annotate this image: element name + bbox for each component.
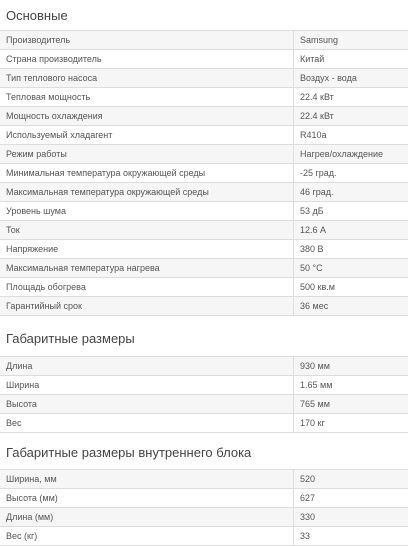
section-title: Габаритные размеры [6, 331, 135, 346]
spec-key: Высота [0, 395, 294, 413]
spec-value: Воздух - вода [300, 73, 357, 83]
spec-value: 22.4 кВт [300, 111, 334, 121]
spec-value: Нагрев/охлаждение [300, 149, 384, 159]
table-row [0, 357, 408, 376]
spec-key: Страна производитель [0, 50, 294, 68]
table-row [0, 395, 408, 414]
spec-key: Напряжение [0, 240, 294, 258]
spec-value: 330 [300, 512, 316, 522]
table-row [0, 414, 408, 433]
spec-value: 36 мес [300, 301, 329, 311]
spec-key: Ширина, мм [0, 470, 294, 488]
spec-key: Ширина [0, 376, 294, 394]
table-row [0, 69, 408, 88]
table-row [0, 376, 408, 395]
table-row [0, 259, 408, 278]
table-row [0, 489, 408, 508]
spec-key: Длина [0, 357, 294, 375]
table-row [0, 164, 408, 183]
table-row [0, 202, 408, 221]
table-row [0, 240, 408, 259]
spec-value: Китай [300, 54, 325, 64]
section-title: Габаритные размеры внутреннего блока [6, 445, 252, 460]
table-row [0, 470, 408, 489]
spec-key: Площадь обогрева [0, 278, 294, 296]
spec-value: -25 град. [300, 168, 337, 178]
spec-value: 50 °С [300, 263, 323, 273]
spec-key: Используемый хладагент [0, 126, 294, 144]
spec-value: 627 [300, 493, 316, 503]
spec-table [0, 469, 408, 546]
spec-key: Максимальная температура окружающей среды [0, 183, 294, 201]
spec-key: Вес (кг) [0, 527, 294, 545]
table-row [0, 221, 408, 240]
spec-key: Высота (мм) [0, 489, 294, 507]
section-indoor-unit-dimensions [0, 433, 408, 546]
table-row [0, 508, 408, 527]
spec-key: Тепловая мощность [0, 88, 294, 106]
spec-value: 765 мм [300, 399, 330, 409]
spec-value: 46 град. [300, 187, 334, 197]
section-dimensions [0, 316, 408, 433]
spec-value: 380 В [300, 244, 324, 254]
spec-key: Гарантийный срок [0, 297, 294, 315]
table-row [0, 527, 408, 546]
spec-key: Вес [0, 414, 294, 432]
spec-value: 33 [300, 531, 311, 541]
spec-key: Уровень шума [0, 202, 294, 220]
spec-value: 1.65 мм [300, 380, 333, 390]
spec-value: 12.6 А [300, 225, 327, 235]
spec-key: Минимальная температура окружающей среды [0, 164, 294, 182]
spec-value: 170 кг [300, 418, 325, 428]
table-row [0, 107, 408, 126]
spec-key: Режим работы [0, 145, 294, 163]
spec-value: 520 [300, 474, 316, 484]
spec-key: Мощность охлаждения [0, 107, 294, 125]
spec-key: Длина (мм) [0, 508, 294, 526]
table-row [0, 145, 408, 164]
spec-table [0, 356, 408, 433]
spec-value: Samsung [300, 35, 339, 45]
spec-value: 930 мм [300, 361, 330, 371]
section-title: Основные [6, 8, 68, 23]
spec-key: Производитель [0, 31, 294, 49]
spec-value: R410a [300, 130, 327, 140]
table-row [0, 50, 408, 69]
table-row [0, 31, 408, 50]
spec-table [0, 30, 408, 316]
table-row [0, 88, 408, 107]
spec-key: Ток [0, 221, 294, 239]
spec-value: 500 кв.м [300, 282, 335, 292]
spec-key: Максимальная температура нагрева [0, 259, 294, 277]
spec-value: 53 дБ [300, 206, 324, 216]
table-row [0, 297, 408, 316]
table-row [0, 126, 408, 145]
table-row [0, 183, 408, 202]
table-row [0, 278, 408, 297]
spec-key: Тип теплового насоса [0, 69, 294, 87]
spec-value: 22.4 кВт [300, 92, 334, 102]
